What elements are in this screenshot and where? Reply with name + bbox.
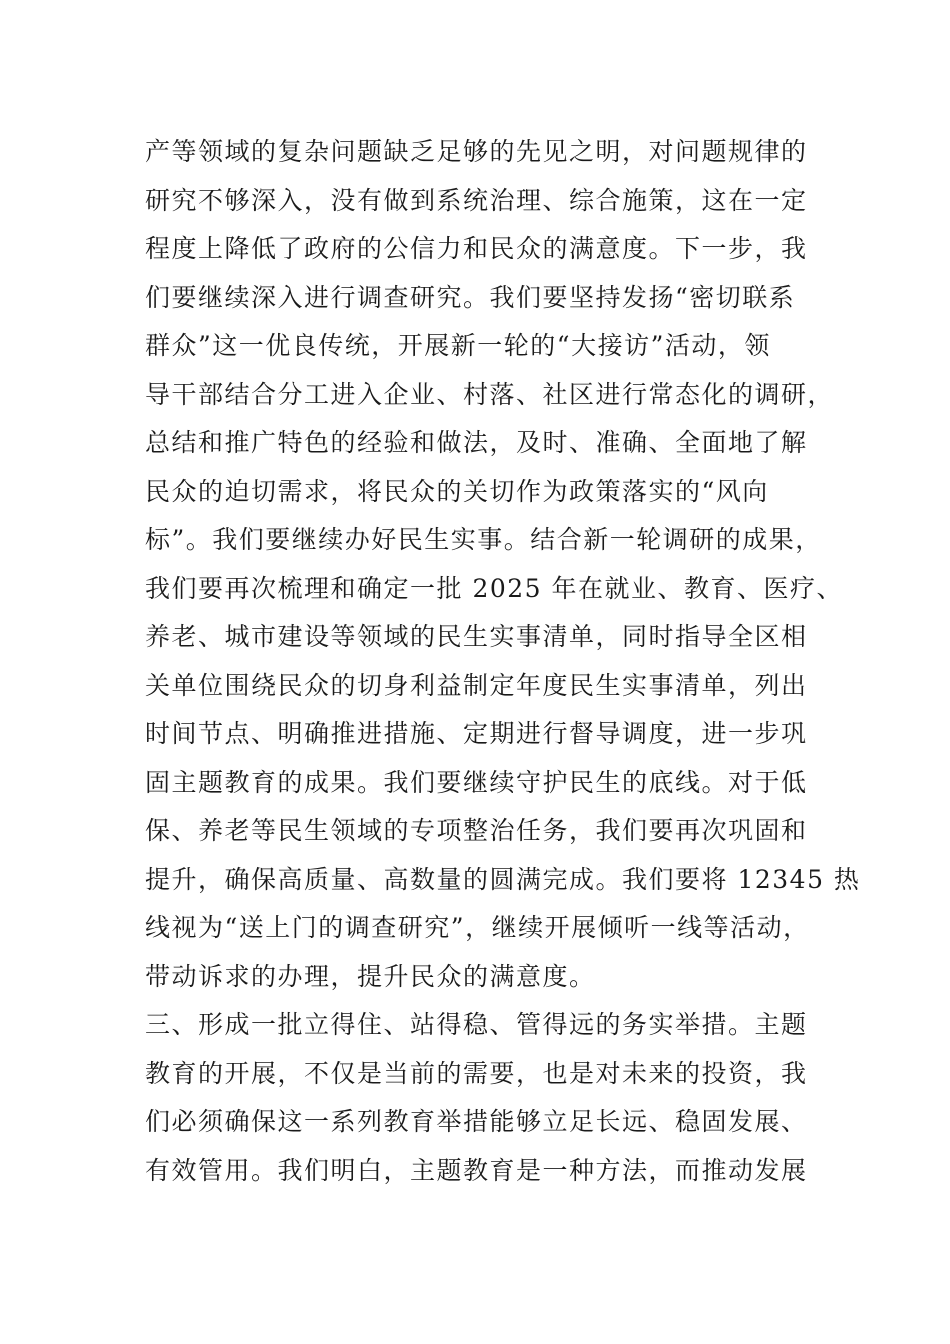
text-line: 总结和推广特色的经验和做法，及时、准确、全面地了解 — [145, 428, 808, 457]
text-line: 保、养老等民生领域的专项整治任务，我们要再次巩固和 — [145, 816, 808, 845]
text-line: 导干部结合分工进入企业、村落、社区进行常态化的调研， — [145, 379, 835, 409]
text-line: 民众的迫切需求，将民众的关切作为政策落实的“风向 — [145, 476, 769, 506]
text-line: 群众”这一优良传统，开展新一轮的“大接访”活动，领 — [145, 331, 771, 360]
text-line: 关单位围绕民众的切身利益制定年度民生实事清单，列出 — [145, 670, 808, 700]
text-line: 程度上降低了政府的公信力和民众的满意度。下一步，我 — [145, 234, 808, 263]
section-heading-line: 三、形成一批立得住、站得稳、管得远的务实举措。主题 — [145, 1010, 808, 1039]
text-line: 们必须确保这一系列教育举措能够立足长远、稳固发展、 — [145, 1107, 808, 1136]
text-line: 时间节点、明确推进措施、定期进行督导调度，进一步巩 — [145, 719, 808, 748]
text-line: 有效管用。我们明白，主题教育是一种方法，而推动发展 — [145, 1155, 808, 1185]
text-line: 研究不够深入，没有做到系统治理、综合施策，这在一定 — [145, 185, 808, 215]
text-line: 产等领域的复杂问题缺乏足够的先见之明，对问题规律的 — [145, 137, 808, 166]
text-line: 们要继续深入进行调查研究。我们要坚持发扬“密切联系 — [145, 282, 796, 312]
text-line: 养老、城市建设等领域的民生实事清单，同时指导全区相 — [145, 622, 808, 651]
text-line: 提升，确保高质量、高数量的圆满完成。我们要将 12345 热 — [145, 864, 861, 894]
text-line: 线视为“送上门的调查研究”，继续开展倾听一线等活动， — [145, 913, 810, 942]
text-line: 带动诉求的办理，提升民众的满意度。 — [145, 961, 596, 991]
text-line: 固主题教育的成果。我们要继续守护民生的底线。对于低 — [145, 767, 808, 797]
text-line: 标”。我们要继续办好民生实事。结合新一轮调研的成果， — [145, 525, 822, 554]
text-line: 我们要再次梳理和确定一批 2025 年在就业、教育、医疗、 — [145, 573, 844, 603]
text-line: 教育的开展，不仅是当前的需要，也是对未来的投资，我 — [145, 1058, 808, 1088]
document-body — [145, 128, 861, 1195]
